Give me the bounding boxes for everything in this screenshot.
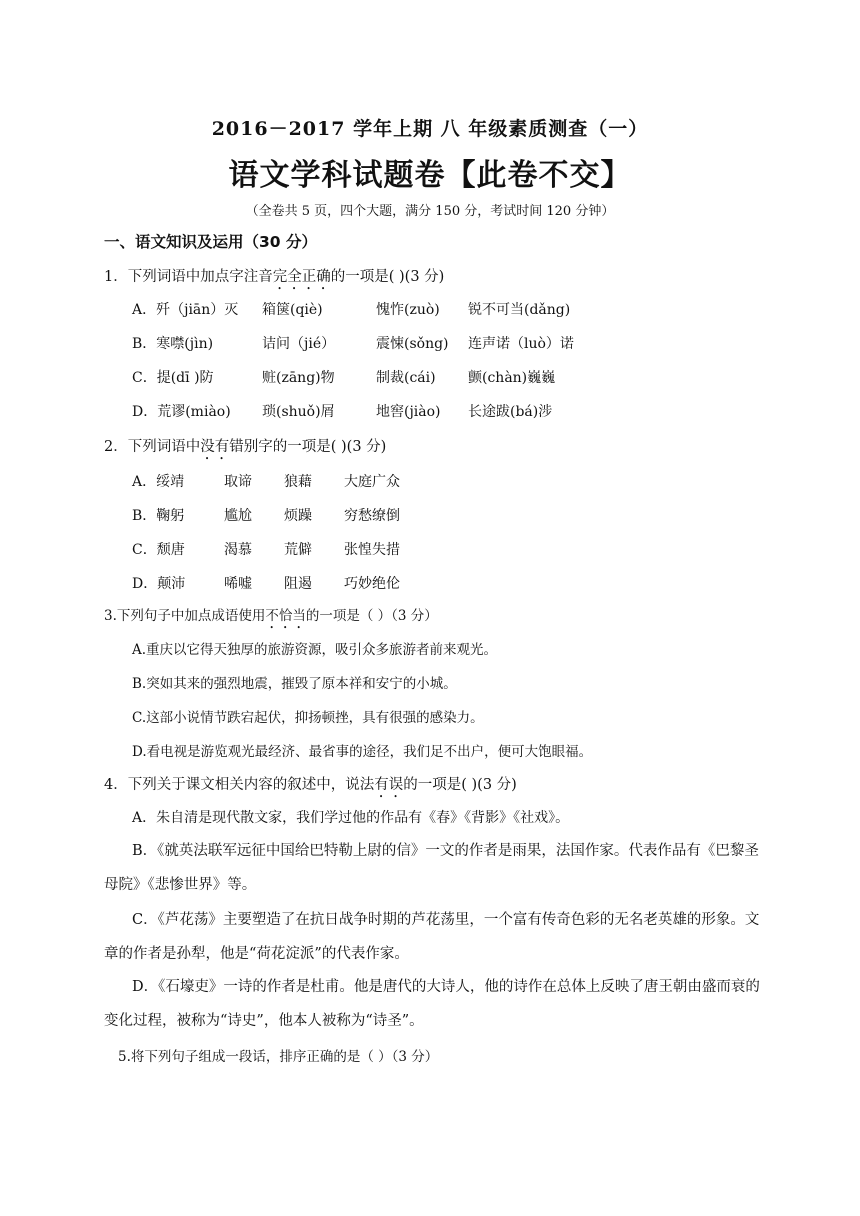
option-cell: 诘问（jié） [262,336,336,352]
option-cell: 狼藉 [284,474,312,490]
q3-option: A.重庆以它得天独厚的旅游资源，吸引众多旅游者前来观光。 [132,642,498,658]
option-cell: C．提(dī )防 [132,370,214,386]
q3-option: D.看电视是游览观光最经济、最省事的途径，我们足不出户，便可大饱眼福。 [132,744,593,760]
section-title: 一、语文知识及运用（30 分） [104,233,317,251]
option-cell: 赃(zāng)物 [262,370,335,386]
option-cell: 地窖(jiào) [376,404,441,420]
emphasis-dots: 没有 [200,439,230,455]
question-2-stem: 2．下列词语中没有错别字的一项是( )(3 分) [104,439,387,455]
option-cell: A．绥靖 [132,474,185,490]
option-cell: 颤(chàn)巍巍 [468,370,556,386]
option-cell: 唏嘘 [224,576,252,592]
option-cell: 震悚(sǒng) [376,336,449,352]
option-cell: 取谛 [224,474,252,490]
emphasis-dots: 完全正确 [272,269,331,285]
option-cell: 荒僻 [284,542,312,558]
emphasis-dots: 不恰当 [265,608,306,624]
option-cell: 烦躁 [284,508,312,524]
option-cell: 长途跋(bá)涉 [468,404,553,420]
option-cell: 张惶失措 [344,542,400,558]
question-4-stem: 4．下列关于课文相关内容的叙述中，说法有误的一项是( )(3 分) [104,777,517,793]
q3-option: C.这部小说情节跌宕起伏，抑扬顿挫，具有很强的感染力。 [132,710,484,726]
option-cell: 锐不可当(dǎng) [468,302,571,318]
option-cell: B．鞠躬 [132,508,185,524]
option-cell: D．荒谬(miào) [132,404,231,420]
question-1-stem: 1．下列词语中加点字注音完全正确的一项是( )(3 分) [104,269,445,285]
question-3-stem: 3.下列句子中加点成语使用不恰当的一项是（ ）（3 分） [104,608,438,624]
question-5-stem: 5.将下列句子组成一段话，排序正确的是（ ）（3 分） [118,1049,439,1065]
option-cell: A．歼（jiān）灭 [132,302,239,318]
q4-option: A．朱自清是现代散文家，我们学过他的作品有《春》《背影》《社戏》。 [132,810,570,826]
option-cell: 箱箧(qiè) [262,302,323,318]
option-cell: 琐(shuǒ)屑 [262,404,335,420]
option-cell: D．颠沛 [132,576,186,592]
exam-title: 语文学科试题卷【此卷不交】 [228,158,632,193]
emphasis-dots: 有误 [374,777,404,793]
q4-option: D．《石壕吏》一诗的作者是杜甫。他是唐代的大诗人，他的诗作在总体上反映了唐王朝由盛而衰的变化过程，被称为“诗史”，他本人被称为“诗圣”。 [104,979,760,1029]
option-cell: 愧怍(zuò) [376,302,440,318]
exam-header-line: 2016－2017 学年上期 八 年级素质测查（一） [211,118,649,140]
exam-info: （全卷共 5 页，四个大题，满分 150 分，考试时间 120 分钟） [245,204,615,219]
option-cell: 制裁(cái) [376,370,436,386]
option-cell: 阻遏 [284,576,312,592]
option-cell: 尴尬 [224,508,252,524]
option-cell: C．颓唐 [132,542,185,558]
option-cell: 穷愁缭倒 [344,508,400,524]
q4-option: C．《芦花荡》主要塑造了在抗日战争时期的芦花荡里，一个富有传奇色彩的无名老英雄的形象。文章的作者是孙犁，他是“荷花淀派”的代表作家。 [104,912,760,962]
q3-option: B.突如其来的强烈地震，摧毁了原本祥和安宁的小城。 [132,676,457,692]
option-cell: 连声诺（luò）诺 [468,336,574,352]
option-cell: 大庭广众 [344,474,400,490]
option-cell: 巧妙绝伦 [344,576,400,592]
q4-option: B．《就英法联军远征中国给巴特勒上尉的信》一文的作者是雨果，法国作家。代表作品有《巴黎圣母院》《悲惨世界》等。 [104,843,759,893]
option-cell: 渴慕 [224,542,252,558]
option-cell: B．寒噤(jìn) [132,336,214,352]
